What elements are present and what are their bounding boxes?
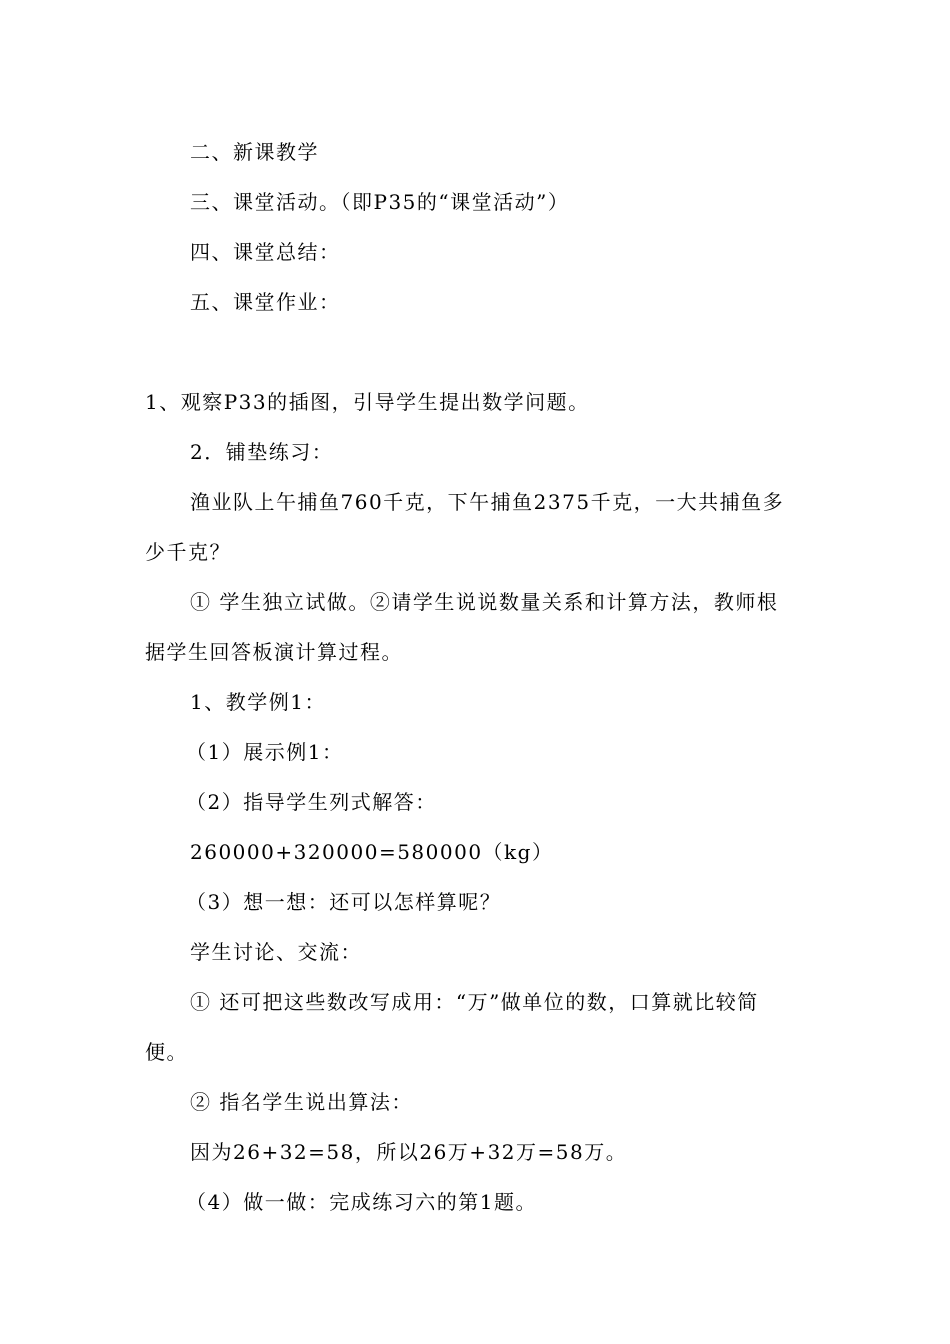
paragraph-discuss: 学生讨论、交流： xyxy=(190,940,362,964)
paragraph-show-example1: （1）展示例1： xyxy=(186,740,344,764)
section-heading-homework: 五、课堂作业： xyxy=(190,290,341,314)
section-heading-summary: 四、课堂总结： xyxy=(190,240,341,264)
paragraph-rewrite-line2: 便。 xyxy=(145,1040,188,1064)
paragraph-student-attempt-line2: 据学生回答板演计算过程。 xyxy=(145,640,403,664)
paragraph-guide-equation: （2）指导学生列式解答： xyxy=(186,790,437,814)
paragraph-name-students: ② 指名学生说出算法： xyxy=(190,1090,413,1114)
section-heading-new-lesson: 二、新课教学 xyxy=(190,140,319,164)
paragraph-think: （3）想一想：还可以怎样算呢？ xyxy=(186,890,502,914)
paragraph-fishing-problem-line1: 渔业队上午捕鱼760千克，下午捕鱼2375千克，一大共捕鱼多 xyxy=(190,490,785,514)
paragraph-example1-heading: 1、教学例1： xyxy=(190,690,326,714)
paragraph-equation: 260000+320000=580000（kg） xyxy=(190,840,554,864)
section-heading-class-activity: 三、课堂活动。（即P35的“课堂活动”） xyxy=(190,190,570,214)
paragraph-practice: （4）做一做：完成练习六的第1题。 xyxy=(186,1190,537,1214)
paragraph-rewrite-line1: ① 还可把这些数改写成用：“万”做单位的数，口算就比较简 xyxy=(190,990,759,1014)
paragraph-observe-illustration: 1、观察P33的插图，引导学生提出数学问题。 xyxy=(145,390,590,414)
paragraph-calculation: 因为26+32=58，所以26万+32万=58万。 xyxy=(190,1140,628,1164)
paragraph-student-attempt-line1: ① 学生独立试做。②请学生说说数量关系和计算方法，教师根 xyxy=(190,590,779,614)
paragraph-fishing-problem-line2: 少千克？ xyxy=(145,540,231,564)
paragraph-warmup-heading: 2．铺垫练习： xyxy=(190,440,334,464)
